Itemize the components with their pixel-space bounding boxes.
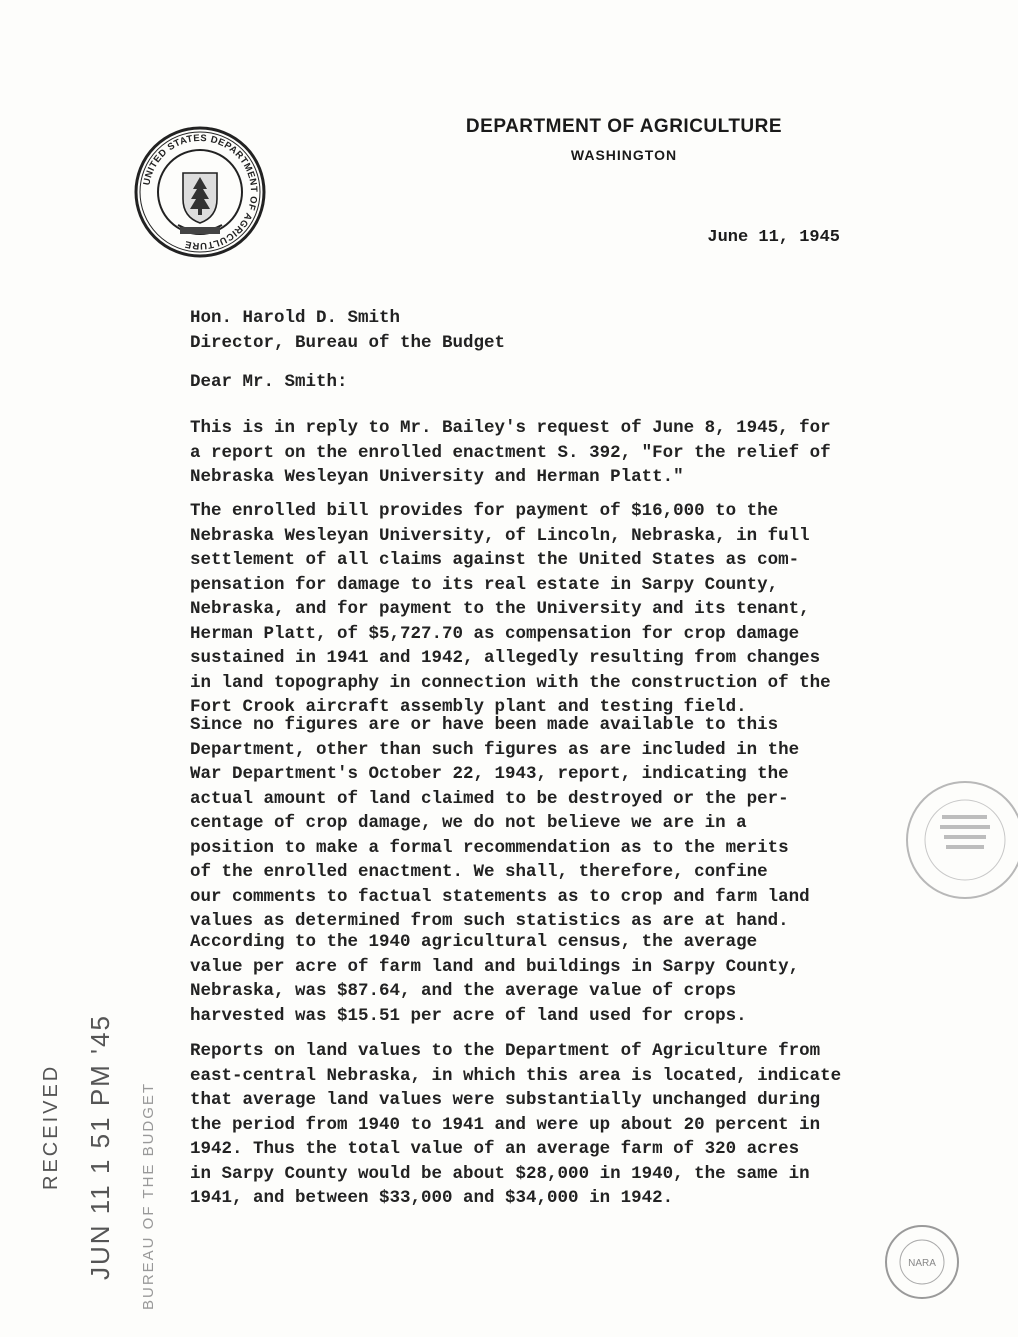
received-stamp [40, 1014, 190, 1310]
nara-text: NARA [908, 1258, 936, 1269]
usda-seal-icon [133, 125, 267, 259]
letter-date: June 11, 1945 [707, 228, 840, 247]
recipient-title: Director, Bureau of the Budget [190, 332, 506, 353]
recipient-name: Hon. Harold D. Smith [190, 308, 401, 328]
received-by: BUREAU OF THE BUDGET [140, 1081, 157, 1310]
received-date: JUN 11 1 51 PM '45 [85, 1014, 115, 1280]
paragraph-4: According to the 1940 agricultural census, the average value per acre of farm land and buildings in Sarpy County, Nebraska, was $87.64, and the average value of crops harvested was $15.51 per acre of land used for crops. [190, 932, 800, 1026]
department-heading: DEPARTMENT OF AGRICULTURE [465, 116, 783, 137]
recipient-address [190, 306, 850, 355]
paragraph-3: Since no figures are or have been made available to this Department, other than such figures as are included in the War Department's October 22, 1943, report, indicating the actual amount of land claimed to be destroyed or the per- centage of crop damage, we do not believe we are in a position to make a formal recommendation as to the merits of the enrolled enactment. We shall, therefore, confine our comments to factual statements as to crop and farm land values as determined from such statistics as are at hand. [190, 715, 810, 931]
paragraph-5: Reports on land values to the Department of Agriculture from east-central Nebraska, in which this area is located, indicate that average land values were substantially unchanged during the period from 1940 to 1941 and were up about 20 percent in 1942. Thus the total value of an average farm of 320 acres in Sarpy County would be about $28,000 in 1940, the same in 1941, and between $33,000 and $34,000 in 1942. [190, 1041, 842, 1208]
department-city: WASHINGTON [570, 147, 678, 163]
nara-stamp-icon [882, 1222, 962, 1302]
paragraph-1: This is in reply to Mr. Bailey's request of June 8, 1945, for a report on the enrolled enactment S. 392, "For the relief of Nebraska Wesleyan University and Herman Platt." [190, 418, 831, 487]
received-label: RECEIVED [40, 1063, 62, 1190]
paragraph-2: The enrolled bill provides for payment of $16,000 to the Nebraska Wesleyan University, of Lincoln, Nebraska, in full settlement of all claims against the United States as com- pensation for damage to its real estate in Sarpy County, Nebraska, and for payment to the University and its tenant, Herman Platt, of $5,727.70 as compensation for crop damage sustained in 1941 and 1942, allegedly resulting from changes in land topography in connection with the construction of the Fort Crook aircraft assembly plant and testing field. [190, 501, 831, 717]
salutation: Dear Mr. Smith: [190, 372, 348, 392]
library-stamp-icon [870, 775, 1018, 905]
seal-text: UNITED STATES DEPARTMENT OF AGRICULTURE [141, 132, 260, 252]
